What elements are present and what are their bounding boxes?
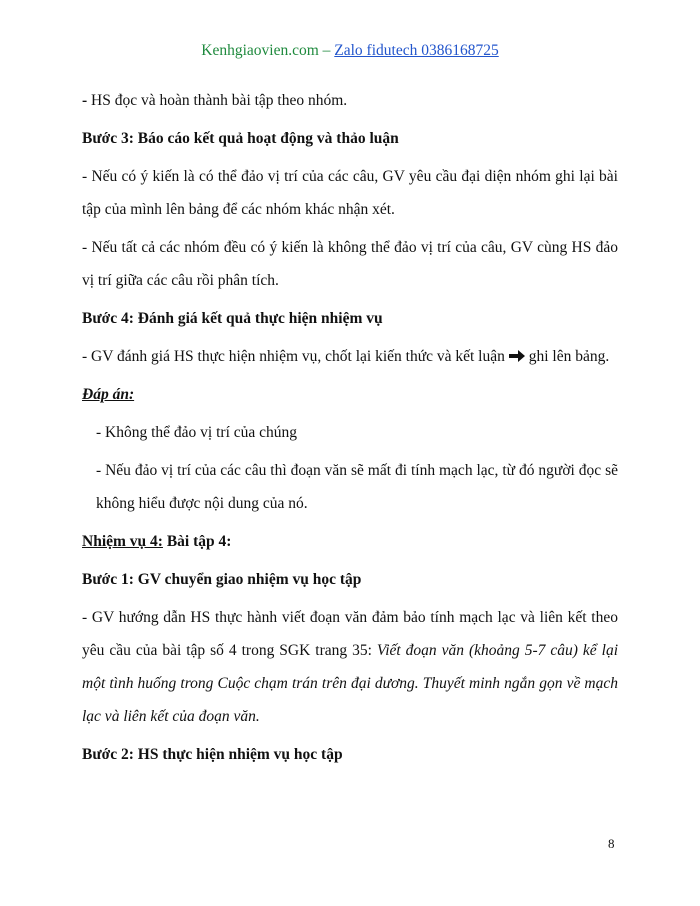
- para-p4-italic: Viết đoạn văn (khoảng 5-7 câu) kể lại một tình huống trong Cuộc chạm trán trên đại dương. Thuyết minh ngắn gọn về mạch lạc và liên kết của đoạn văn.: [82, 642, 619, 725]
- para-p3-text-end: ghi lên bảng.: [528, 348, 610, 365]
- header-sep: –: [318, 42, 335, 59]
- answer-2: - Nếu đảo vị trí của các câu thì đoạn văn sẽ mất đi tính mạch lạc, từ đó người đọc sẽ không hiểu được nội dung của nó.: [96, 462, 618, 512]
- heading-step1: Bước 1: GV chuyển giao nhiệm vụ học tập: [82, 571, 362, 588]
- para-p3-text: - GV đánh giá HS thực hiện nhiệm vụ, chốt lại kiến thức và kết luận: [82, 348, 505, 365]
- heading-step4: Bước 4: Đánh giá kết quả thực hiện nhiệm vụ: [82, 310, 383, 327]
- task-label: Nhiệm vụ 4:: [82, 533, 163, 550]
- para-p4-text: - GV hướng dẫn HS thực hành viết đoạn văn đảm bảo tính mạch lạc và liên kết theo yêu cầu của bài tập số 4 trong SGK trang 35:: [82, 609, 618, 659]
- task-title: Bài tập 4:: [162, 533, 232, 550]
- task-heading: [82, 525, 618, 558]
- document-body: [82, 84, 618, 771]
- para-p3: [82, 340, 618, 373]
- answer-1: - Không thể đảo vị trí của chúng: [96, 424, 298, 441]
- right-arrow-icon: [509, 350, 525, 362]
- header-zalo-link[interactable]: Zalo fidutech 0386168725: [334, 42, 499, 59]
- dash: -: [82, 92, 92, 109]
- answer-label: Đáp án:: [82, 386, 135, 403]
- heading-step3: Bước 3: Báo cáo kết quả hoạt động và thảo luận: [82, 130, 399, 147]
- header-site: Kenhgiaovien.com: [201, 42, 319, 59]
- para-p1: - Nếu có ý kiến là có thể đảo vị trí của các câu, GV yêu cầu đại diện nhóm ghi lại bài tập của mình lên bảng để các nhóm khác nhận xét.: [82, 168, 618, 218]
- page-number: 8: [608, 836, 615, 851]
- para-l1-text: HS đọc và hoàn thành bài tập theo nhóm.: [91, 92, 348, 109]
- para-p2: - Nếu tất cả các nhóm đều có ý kiến là không thể đảo vị trí của câu, GV cùng HS đảo vị trí giữa các câu rồi phân tích.: [82, 239, 618, 289]
- page-header: [0, 42, 700, 60]
- para-p4: [82, 601, 618, 733]
- para-l1: [82, 84, 618, 117]
- heading-step2: Bước 2: HS thực hiện nhiệm vụ học tập: [82, 746, 343, 763]
